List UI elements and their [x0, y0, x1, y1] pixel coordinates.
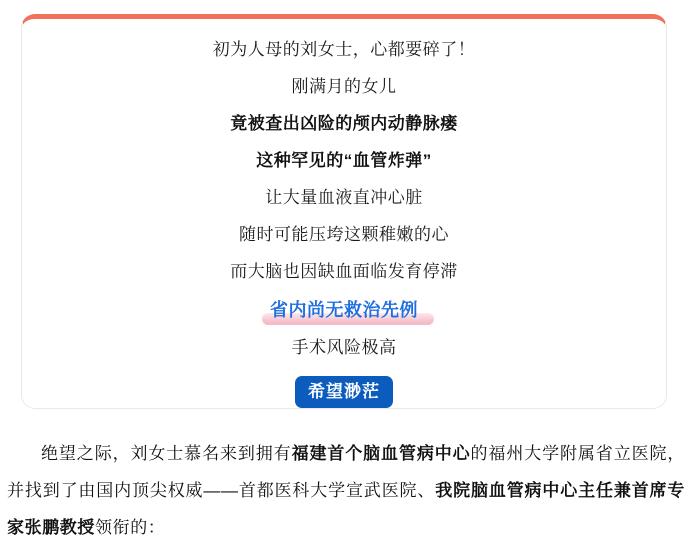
card-line: 让大量血液直冲心脏	[265, 188, 423, 207]
paragraph-segment-bold: 福建首个脑血管病中心	[291, 444, 471, 463]
card-line: 而大脑也因缺血面临发育停滞	[230, 262, 458, 281]
card-line: 刚满月的女儿	[291, 77, 397, 96]
hope-slim-button[interactable]: 希望渺茫	[295, 376, 393, 408]
paragraph-segment: 绝望之际，刘女士慕名来到拥有	[41, 444, 292, 463]
card-line: 初为人母的刘女士，心都要碎了！	[212, 40, 476, 59]
paragraph-segment: 的福州大学附属省立医院，并找到了由国内顶尖权威——首都医科大学宣武医院、	[7, 444, 685, 500]
paragraph	[7, 435, 685, 540]
card-line-highlighted	[270, 300, 418, 320]
story-quote-card	[21, 14, 667, 409]
card-line: 随时可能压垮这颗稚嫩的心	[239, 225, 449, 244]
paragraph-segment: 领衔的：	[95, 518, 166, 537]
card-line: 竟被查出凶险的颅内动静脉瘘	[230, 114, 458, 133]
paragraph-segment-bold: 我院脑血管病中心主任兼首席专家张鹏教授	[7, 481, 685, 537]
highlight-text: 省内尚无救治先例	[270, 300, 418, 320]
card-line: 手术风险极高	[291, 338, 397, 357]
card-line: 这种罕见的“血管炸弹”	[256, 151, 432, 170]
